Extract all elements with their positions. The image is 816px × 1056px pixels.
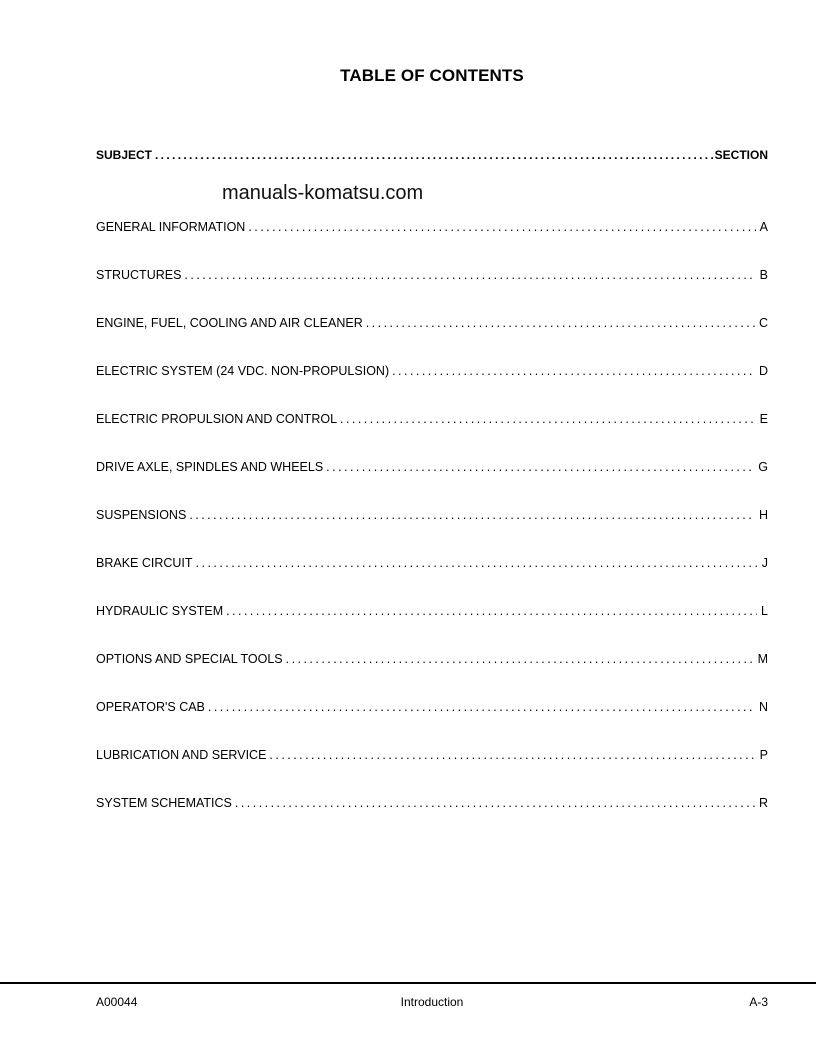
dot-leader xyxy=(184,268,755,282)
toc-entry-general-information[interactable] xyxy=(96,220,768,236)
toc-entry-section: A xyxy=(759,220,768,234)
toc-entry-section: N xyxy=(758,700,768,714)
toc-entry-subject: OPERATOR'S CAB xyxy=(96,700,205,714)
toc-entry-section: G xyxy=(758,460,768,474)
toc-entry-section: P xyxy=(759,748,768,762)
toc-entry-subject: STRUCTURES xyxy=(96,268,182,282)
toc-entry-subject: ELECTRIC PROPULSION AND CONTROL xyxy=(96,412,338,426)
dot-leader xyxy=(235,796,755,810)
toc-entry-subject: SUSPENSIONS xyxy=(96,508,187,522)
dot-leader xyxy=(248,220,755,234)
toc-entry-subject: ENGINE, FUEL, COOLING AND AIR CLEANER xyxy=(96,316,363,330)
toc-entry-system-schematics[interactable] xyxy=(96,796,768,812)
toc-entry-electric-system[interactable] xyxy=(96,364,768,380)
watermark-text: manuals-komatsu.com xyxy=(222,182,424,204)
toc-entry-subject: ELECTRIC SYSTEM (24 VDC. NON-PROPULSION) xyxy=(96,364,390,378)
toc-entry-suspensions[interactable] xyxy=(96,508,768,524)
toc-entry-section: L xyxy=(761,604,768,618)
toc-entry-section: R xyxy=(758,796,768,810)
dot-leader xyxy=(326,460,754,474)
toc-entry-subject: BRAKE CIRCUIT xyxy=(96,556,193,570)
dot-leader xyxy=(196,556,758,570)
toc-entry-subject: DRIVE AXLE, SPINDLES AND WHEELS xyxy=(96,460,324,474)
dot-leader xyxy=(226,604,757,618)
dot-leader xyxy=(286,652,754,666)
dot-leader xyxy=(269,748,755,762)
toc-entry-section: C xyxy=(758,316,768,330)
footer-page-number: A-3 xyxy=(749,995,768,1009)
toc-entry-electric-propulsion[interactable] xyxy=(96,412,768,428)
dot-leader xyxy=(189,508,755,522)
dot-leader xyxy=(208,700,755,714)
toc-entry-brake-circuit[interactable] xyxy=(96,556,768,572)
dot-leader xyxy=(155,148,715,162)
toc-entry-subject: LUBRICATION AND SERVICE xyxy=(96,748,267,762)
toc-entry-engine[interactable] xyxy=(96,316,768,332)
toc-entry-section: B xyxy=(759,268,768,282)
toc-entry-section: M xyxy=(757,652,768,666)
dot-leader xyxy=(366,316,755,330)
toc-entry-options-special-tools[interactable] xyxy=(96,652,768,668)
toc-entry-section: D xyxy=(758,364,768,378)
toc-entry-drive-axle[interactable] xyxy=(96,460,768,476)
toc-entry-hydraulic-system[interactable] xyxy=(96,604,768,620)
toc-entry-subject: SYSTEM SCHEMATICS xyxy=(96,796,232,810)
toc-entry-lubrication-service[interactable] xyxy=(96,748,768,764)
footer-doc-code: A00044 xyxy=(96,995,138,1009)
dot-leader xyxy=(392,364,755,378)
toc-entry-section: E xyxy=(759,412,768,426)
toc-entry-subject: HYDRAULIC SYSTEM xyxy=(96,604,224,618)
footer-chapter: Introduction xyxy=(400,995,464,1009)
footer-divider xyxy=(0,982,816,984)
toc-entry-subject: GENERAL INFORMATION xyxy=(96,220,246,234)
dot-leader xyxy=(340,412,756,426)
toc-header-row xyxy=(96,148,768,164)
page-title: TABLE OF CONTENTS xyxy=(340,66,524,85)
toc-section-header: SECTION xyxy=(714,148,768,162)
toc-entry-structures[interactable] xyxy=(96,268,768,284)
toc-entry-operators-cab[interactable] xyxy=(96,700,768,716)
toc-entry-section: H xyxy=(758,508,768,522)
toc-entry-section: J xyxy=(761,556,768,570)
toc-subject-header: SUBJECT xyxy=(96,148,153,162)
toc-entry-subject: OPTIONS AND SPECIAL TOOLS xyxy=(96,652,283,666)
page-footer xyxy=(0,995,816,1011)
